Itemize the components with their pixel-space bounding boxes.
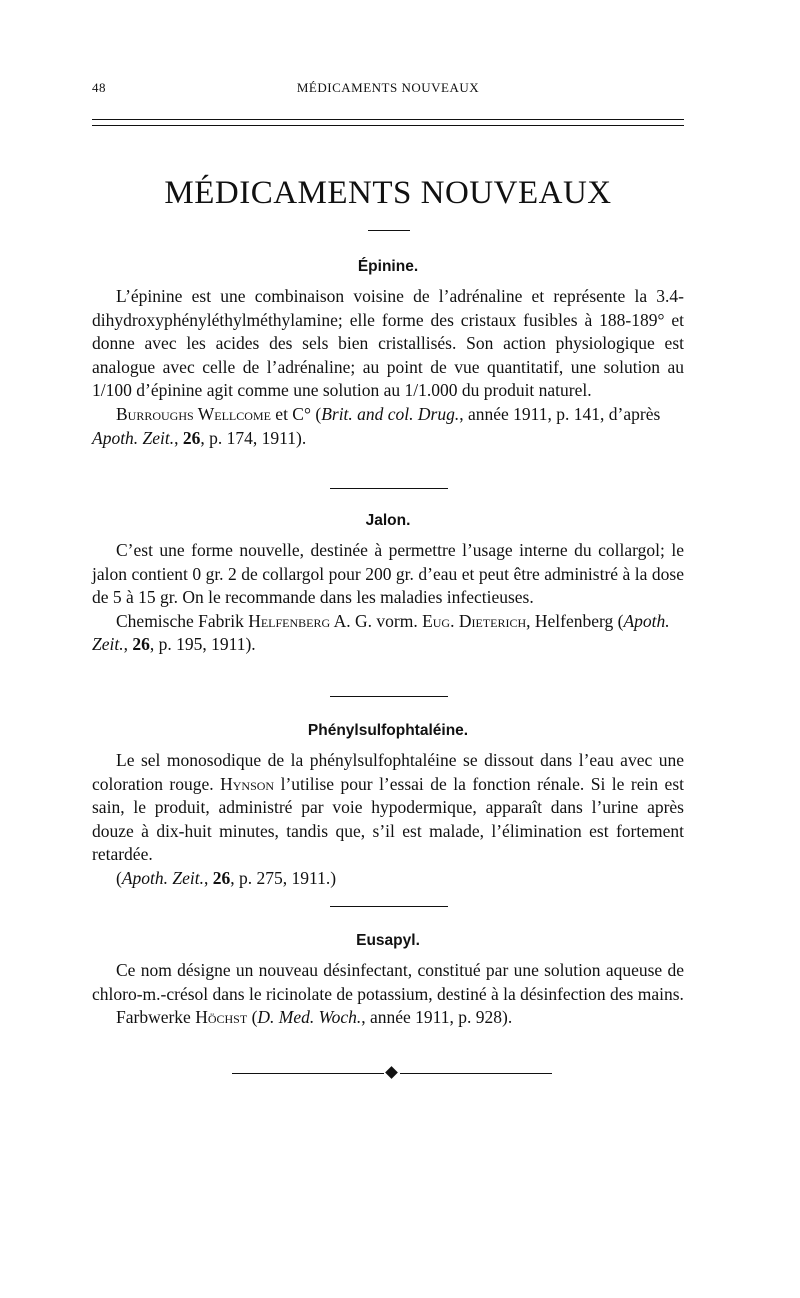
ref-text: , [174,427,183,448]
ref-text: , année 1911, p. 928). [361,1007,513,1028]
ref-author: Burroughs Wellcome [116,403,271,424]
ref-journal: D. Med. Woch. [257,1007,362,1028]
section-jalon [92,512,684,657]
ref-volume: 26 [182,427,201,448]
section-epinine [92,258,684,450]
ref-text: Farbwerke [116,1007,196,1028]
running-head [92,80,684,100]
ref-author: Helfenberg [248,610,331,631]
ref-text: et C° ( [270,403,322,424]
body-text: Le sel monosodique de la phénylsulfophtaléine se dissout dans l’eau avec une coloration rouge. [92,750,684,794]
end-ornament [232,1066,552,1080]
ref-text: , [203,867,213,888]
running-title: MÉDICAMENTS NOUVEAUX [296,80,480,95]
section-separator [330,488,448,489]
ref-journal: Apoth. Zeit. [121,867,204,888]
ref-text: , année 1911, p. 141, d’après [459,403,661,424]
ref-text: , p. 195, 1911). [149,634,256,655]
diamond-icon [385,1066,398,1079]
ref-text: Chemische Fabrik [116,610,249,631]
section-body: Ce nom désigne un nouveau désinfectant, constitué par une solution aqueuse de chloro-m.-crésol dans le ricinolate de potassium, destiné à la désinfection des mains. [92,960,684,1004]
ornament-line-left [232,1073,384,1074]
ornament-line-right [400,1073,552,1074]
section-reference [92,610,684,657]
body-text: l’utilise pour l’essai de la fonction rénale. Si le rein est sain, le produit, administré par voie hypodermique, apparaît dans l’urine après douze à dix-huit minutes, tandis que, s’il est malade, l’élimination est fortement retardée. [92,773,684,865]
section-title: Épinine. [357,258,419,275]
title-rule [368,230,410,231]
ref-text: ( [116,867,122,888]
section-body: C’est une forme nouvelle, destinée à permettre l’usage interne du collargol; le jalon contient 0 gr. 2 de collargol pour 200 gr. d’eau et peut être administré à la dose de 5 à 15 gr. On le recommande dans les maladies infectieuses. [92,540,684,608]
ref-text: , Helfenberg ( [526,610,624,631]
section-reference [92,1006,684,1030]
ref-journal: Brit. and col. Drug. [321,403,460,424]
ref-text: A. G. vorm. [330,610,423,631]
ref-author: Eug. Dieterich [422,610,527,631]
section-title: Jalon. [365,512,411,529]
ref-text: , p. 275, 1911.) [230,867,337,888]
section-eusapyl [92,932,684,1030]
ref-journal: Apoth. Zeit. [92,610,670,655]
ref-text: , p. 174, 1911). [200,427,307,448]
section-body [92,749,684,867]
ref-volume: 26 [132,634,150,655]
ref-text: ( [247,1007,258,1028]
section-reference [92,867,684,891]
section-title: Phénylsulfophtaléine. [307,722,469,739]
section-title: Eusapyl. [356,932,420,949]
header-double-rule [92,119,684,126]
section-phenylsulfophtaleine [92,722,684,891]
ref-journal: Apoth. Zeit. [92,427,175,448]
section-separator [330,906,448,907]
ref-volume: 26 [212,867,231,888]
page-title: MÉDICAMENTS NOUVEAUX [164,175,612,211]
section-reference [92,403,684,450]
body-author: Hynson [220,773,275,794]
section-separator [330,696,448,697]
ref-text: , [123,634,133,655]
page-number: 48 [92,80,106,95]
section-body: L’épinine est une combinaison voisine de l’adrénaline et représente la 3.4- dihydroxyphényléthylméthylamine; elle forme des cristaux fusibles à 188-189° et donne avec les acides des sels bien cristallisés. Son action physiologique est analogue avec celle de l’adrénaline; au point de vue quantitatif, une solution au 1/100 d’épinine agit comme une solution au 1/1.000 du produit naturel. [92,286,684,401]
ref-author: Höchst [195,1007,248,1028]
